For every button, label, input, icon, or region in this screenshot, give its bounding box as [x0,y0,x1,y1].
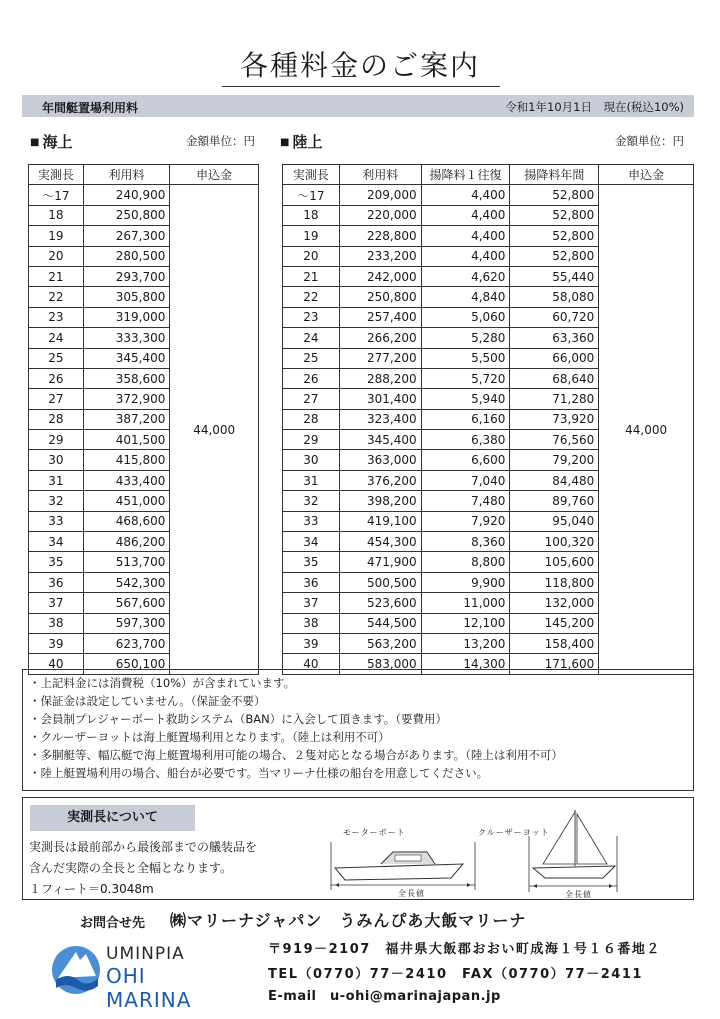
lift-once-cell: 5,940 [421,389,510,409]
lift-once-cell: 12,100 [421,613,510,633]
lift-once-cell: 7,480 [421,491,510,511]
length-cell: 34 [283,532,340,552]
fee-cell: 419,100 [339,511,421,531]
lift-annual-cell: 60,720 [510,307,599,327]
lift-annual-cell: 171,600 [510,654,599,674]
lift-annual-cell: 79,200 [510,450,599,470]
fee-cell: 486,200 [83,532,170,552]
length-cell: 40 [283,654,340,674]
length-cell: 27 [29,389,84,409]
length-cell: 24 [29,328,84,348]
lift-annual-cell: 66,000 [510,348,599,368]
fee-cell: 301,400 [339,389,421,409]
sea-unit: 金額単位：円 [186,134,255,148]
fee-cell: 623,700 [83,633,170,653]
fee-cell: 468,600 [83,511,170,531]
lift-once-cell: 4,400 [421,226,510,246]
lift-annual-cell: 52,800 [510,226,599,246]
length-cell: 20 [29,246,84,266]
fee-cell: 293,700 [83,266,170,286]
fee-cell: 597,300 [83,613,170,633]
lift-annual-cell: 100,320 [510,532,599,552]
lift-annual-cell: 118,800 [510,572,599,592]
length-cell: 37 [283,593,340,613]
fee-cell: 398,200 [339,491,421,511]
lift-once-cell: 5,280 [421,328,510,348]
lift-once-cell: 4,400 [421,185,510,205]
lift-annual-cell: 84,480 [510,470,599,490]
length-cell: 19 [29,226,84,246]
lift-once-cell: 7,920 [421,511,510,531]
table-row [283,185,694,205]
sea-fee-table [28,164,259,675]
fee-cell: 305,800 [83,287,170,307]
lift-once-cell: 6,600 [421,450,510,470]
length-cell: ～17 [283,185,340,205]
fee-cell: 240,900 [83,185,170,205]
lift-once-cell: 9,900 [421,572,510,592]
band-date: 令和1年10月1日 現在(税込10%) [505,100,684,114]
length-cell: 23 [283,307,340,327]
lift-annual-cell: 58,080 [510,287,599,307]
address: 〒919－2107 福井県大飯郡おおい町成海１号１６番地２ [268,942,661,957]
land-header-lift-annual: 揚降料年間 [510,165,599,185]
yacht-icon [523,806,623,896]
lift-once-cell: 8,360 [421,532,510,552]
measurement-text-line: 実測長は最前部から最後部までの艤装品を [29,840,258,854]
length-cell: 31 [29,470,84,490]
lift-annual-cell: 52,800 [510,205,599,225]
fee-cell: 242,000 [339,266,421,286]
lift-annual-cell: 68,640 [510,368,599,388]
land-header-fee: 利用料 [339,165,421,185]
length-cell: 40 [29,654,84,674]
note-item: ・会員制プレジャーボート救助システム（BAN）に入会して頂きます。（要費用） [29,712,448,726]
length-cell: 26 [283,368,340,388]
lift-annual-cell: 52,800 [510,185,599,205]
fee-cell: 209,000 [339,185,421,205]
deposit-cell: 44,000 [170,185,259,674]
fee-cell: 228,800 [339,226,421,246]
notes-box [22,669,694,791]
length-cell: 21 [29,266,84,286]
fee-cell: 266,200 [339,328,421,348]
length-cell: 36 [29,572,84,592]
fee-cell: 415,800 [83,450,170,470]
length-cell: 29 [29,430,84,450]
lift-annual-cell: 73,920 [510,409,599,429]
note-item: ・クルーザーヨットは海上艇置場利用となります。（陸上は利用不可） [29,730,390,744]
length-cell: 37 [29,593,84,613]
logo-line-1: UMINPIA [106,944,185,964]
sea-header-fee: 利用料 [83,165,170,185]
length-cell: 23 [29,307,84,327]
length-cell: 35 [283,552,340,572]
lift-once-cell: 6,160 [421,409,510,429]
fee-cell: 542,300 [83,572,170,592]
phone-fax: TEL（0770）77－2410 FAX（0770）77－2411 [268,967,643,982]
length-cell: 18 [283,205,340,225]
length-cell: 27 [283,389,340,409]
fee-cell: 567,600 [83,593,170,613]
lift-once-cell: 5,500 [421,348,510,368]
length-cell: 28 [283,409,340,429]
fee-cell: 376,200 [339,470,421,490]
fee-cell: 433,400 [83,470,170,490]
land-label: 陸上 [292,133,323,151]
deposit-cell: 44,000 [599,185,694,674]
lift-once-cell: 4,400 [421,246,510,266]
measurement-description [29,837,257,900]
fee-cell: 233,200 [339,246,421,266]
note-item: ・多胴艇等、幅広艇で海上艇置場利用可能の場合、２隻対応となる場合があります。（陸上は利用不可） [29,748,563,762]
measurement-text-line: 含んだ実際の全長と全幅となります。 [29,861,233,875]
lift-once-cell: 14,300 [421,654,510,674]
fee-cell: 563,200 [339,633,421,653]
land-header-deposit: 申込金 [599,165,694,185]
land-header-lift-once: 揚降料１往復 [421,165,510,185]
length-cell: 18 [29,205,84,225]
fee-cell: 267,300 [83,226,170,246]
length-cell: 39 [29,633,84,653]
square-bullet-icon: ■ [30,137,40,148]
page-title: 各種料金のご案内 [239,49,480,82]
fee-cell: 513,700 [83,552,170,572]
fee-cell: 277,200 [339,348,421,368]
length-cell: 22 [29,287,84,307]
length-cell: 22 [283,287,340,307]
length-cell: 24 [283,328,340,348]
sea-header-deposit: 申込金 [170,165,259,185]
square-bullet-icon: ■ [280,137,290,148]
fee-cell: 650,100 [83,654,170,674]
lift-once-cell: 11,000 [421,593,510,613]
fee-cell: 544,500 [339,613,421,633]
lift-annual-cell: 105,600 [510,552,599,572]
length-cell: 30 [29,450,84,470]
lift-annual-cell: 76,560 [510,430,599,450]
lift-annual-cell: 145,200 [510,613,599,633]
length-cell: 32 [283,491,340,511]
note-item: ・陸上艇置場利用の場合、船台が必要です。当マリーナ仕様の船台を用意してください。 [29,766,489,780]
motorboat-label: モーターボート [343,828,406,837]
lift-once-cell: 13,200 [421,633,510,653]
lift-once-cell: 4,400 [421,205,510,225]
land-fee-table [282,164,694,675]
fee-cell: 250,800 [339,287,421,307]
length-cell: ～17 [29,185,84,205]
land-unit: 金額単位：円 [615,134,684,148]
length-cell: 28 [29,409,84,429]
fee-cell: 345,400 [339,430,421,450]
length-cell: 30 [283,450,340,470]
fee-cell: 471,900 [339,552,421,572]
lift-once-cell: 5,060 [421,307,510,327]
lift-annual-cell: 132,000 [510,593,599,613]
fee-cell: 288,200 [339,368,421,388]
fee-cell: 500,500 [339,572,421,592]
sea-header-length: 実測長 [29,165,84,185]
length-cell: 38 [283,613,340,633]
company-name: ㈱マリーナジャパン うみんぴあ大飯マリーナ [170,911,527,930]
fee-cell: 345,400 [83,348,170,368]
length-cell: 36 [283,572,340,592]
table-row [29,185,259,205]
lift-once-cell: 4,620 [421,266,510,286]
length-cell: 21 [283,266,340,286]
wave-logo-icon [50,942,102,998]
yacht-length-label: 全長値 [565,890,592,899]
fee-cell: 523,600 [339,593,421,613]
lift-annual-cell: 89,760 [510,491,599,511]
lift-annual-cell: 71,280 [510,389,599,409]
section-band [22,95,694,117]
note-item: ・保証金は設定していません。（保証金不要） [29,694,266,708]
fee-cell: 257,400 [339,307,421,327]
lift-annual-cell: 63,360 [510,328,599,348]
sea-label: 海上 [42,133,73,151]
length-cell: 33 [283,511,340,531]
measurement-title: 実測長について [30,805,195,831]
sea-heading [30,131,72,152]
fee-cell: 220,000 [339,205,421,225]
length-cell: 26 [29,368,84,388]
lift-annual-cell: 55,440 [510,266,599,286]
fee-cell: 250,800 [83,205,170,225]
length-cell: 38 [29,613,84,633]
note-item: ・上記料金には消費税（10%）が含まれています。 [29,676,296,690]
length-cell: 32 [29,491,84,511]
length-cell: 29 [283,430,340,450]
feet-conversion: １フィート＝0.3048m [29,882,154,896]
length-cell: 34 [29,532,84,552]
yacht-label: クルーザーヨット [478,828,550,837]
fee-cell: 280,500 [83,246,170,266]
fee-cell: 451,000 [83,491,170,511]
marina-logo [50,940,230,1012]
fee-cell: 372,900 [83,389,170,409]
lift-once-cell: 7,040 [421,470,510,490]
title-underline [222,86,500,87]
land-heading [280,131,322,152]
fee-cell: 333,300 [83,328,170,348]
measurement-box [22,797,694,900]
fee-cell: 319,000 [83,307,170,327]
length-cell: 25 [29,348,84,368]
fee-cell: 323,400 [339,409,421,429]
length-cell: 33 [29,511,84,531]
length-cell: 20 [283,246,340,266]
lift-annual-cell: 95,040 [510,511,599,531]
contact-label: お問合せ先 [80,916,146,931]
lift-annual-cell: 52,800 [510,246,599,266]
lift-once-cell: 6,380 [421,430,510,450]
lift-once-cell: 8,800 [421,552,510,572]
length-cell: 31 [283,470,340,490]
fee-cell: 454,300 [339,532,421,552]
fee-cell: 387,200 [83,409,170,429]
land-header-length: 実測長 [283,165,340,185]
fee-cell: 358,600 [83,368,170,388]
fee-cell: 363,000 [339,450,421,470]
lift-once-cell: 5,720 [421,368,510,388]
motorboat-length-label: 全長値 [398,889,425,898]
email: E-mail u-ohi@marinajapan.jp [268,989,501,1004]
logo-line-2: OHI MARINA [106,964,192,1012]
lift-once-cell: 4,840 [421,287,510,307]
fee-cell: 401,500 [83,430,170,450]
fee-cell: 583,000 [339,654,421,674]
band-title: 年間艇置場利用料 [42,101,139,115]
length-cell: 19 [283,226,340,246]
length-cell: 39 [283,633,340,653]
length-cell: 25 [283,348,340,368]
lift-annual-cell: 158,400 [510,633,599,653]
length-cell: 35 [29,552,84,572]
